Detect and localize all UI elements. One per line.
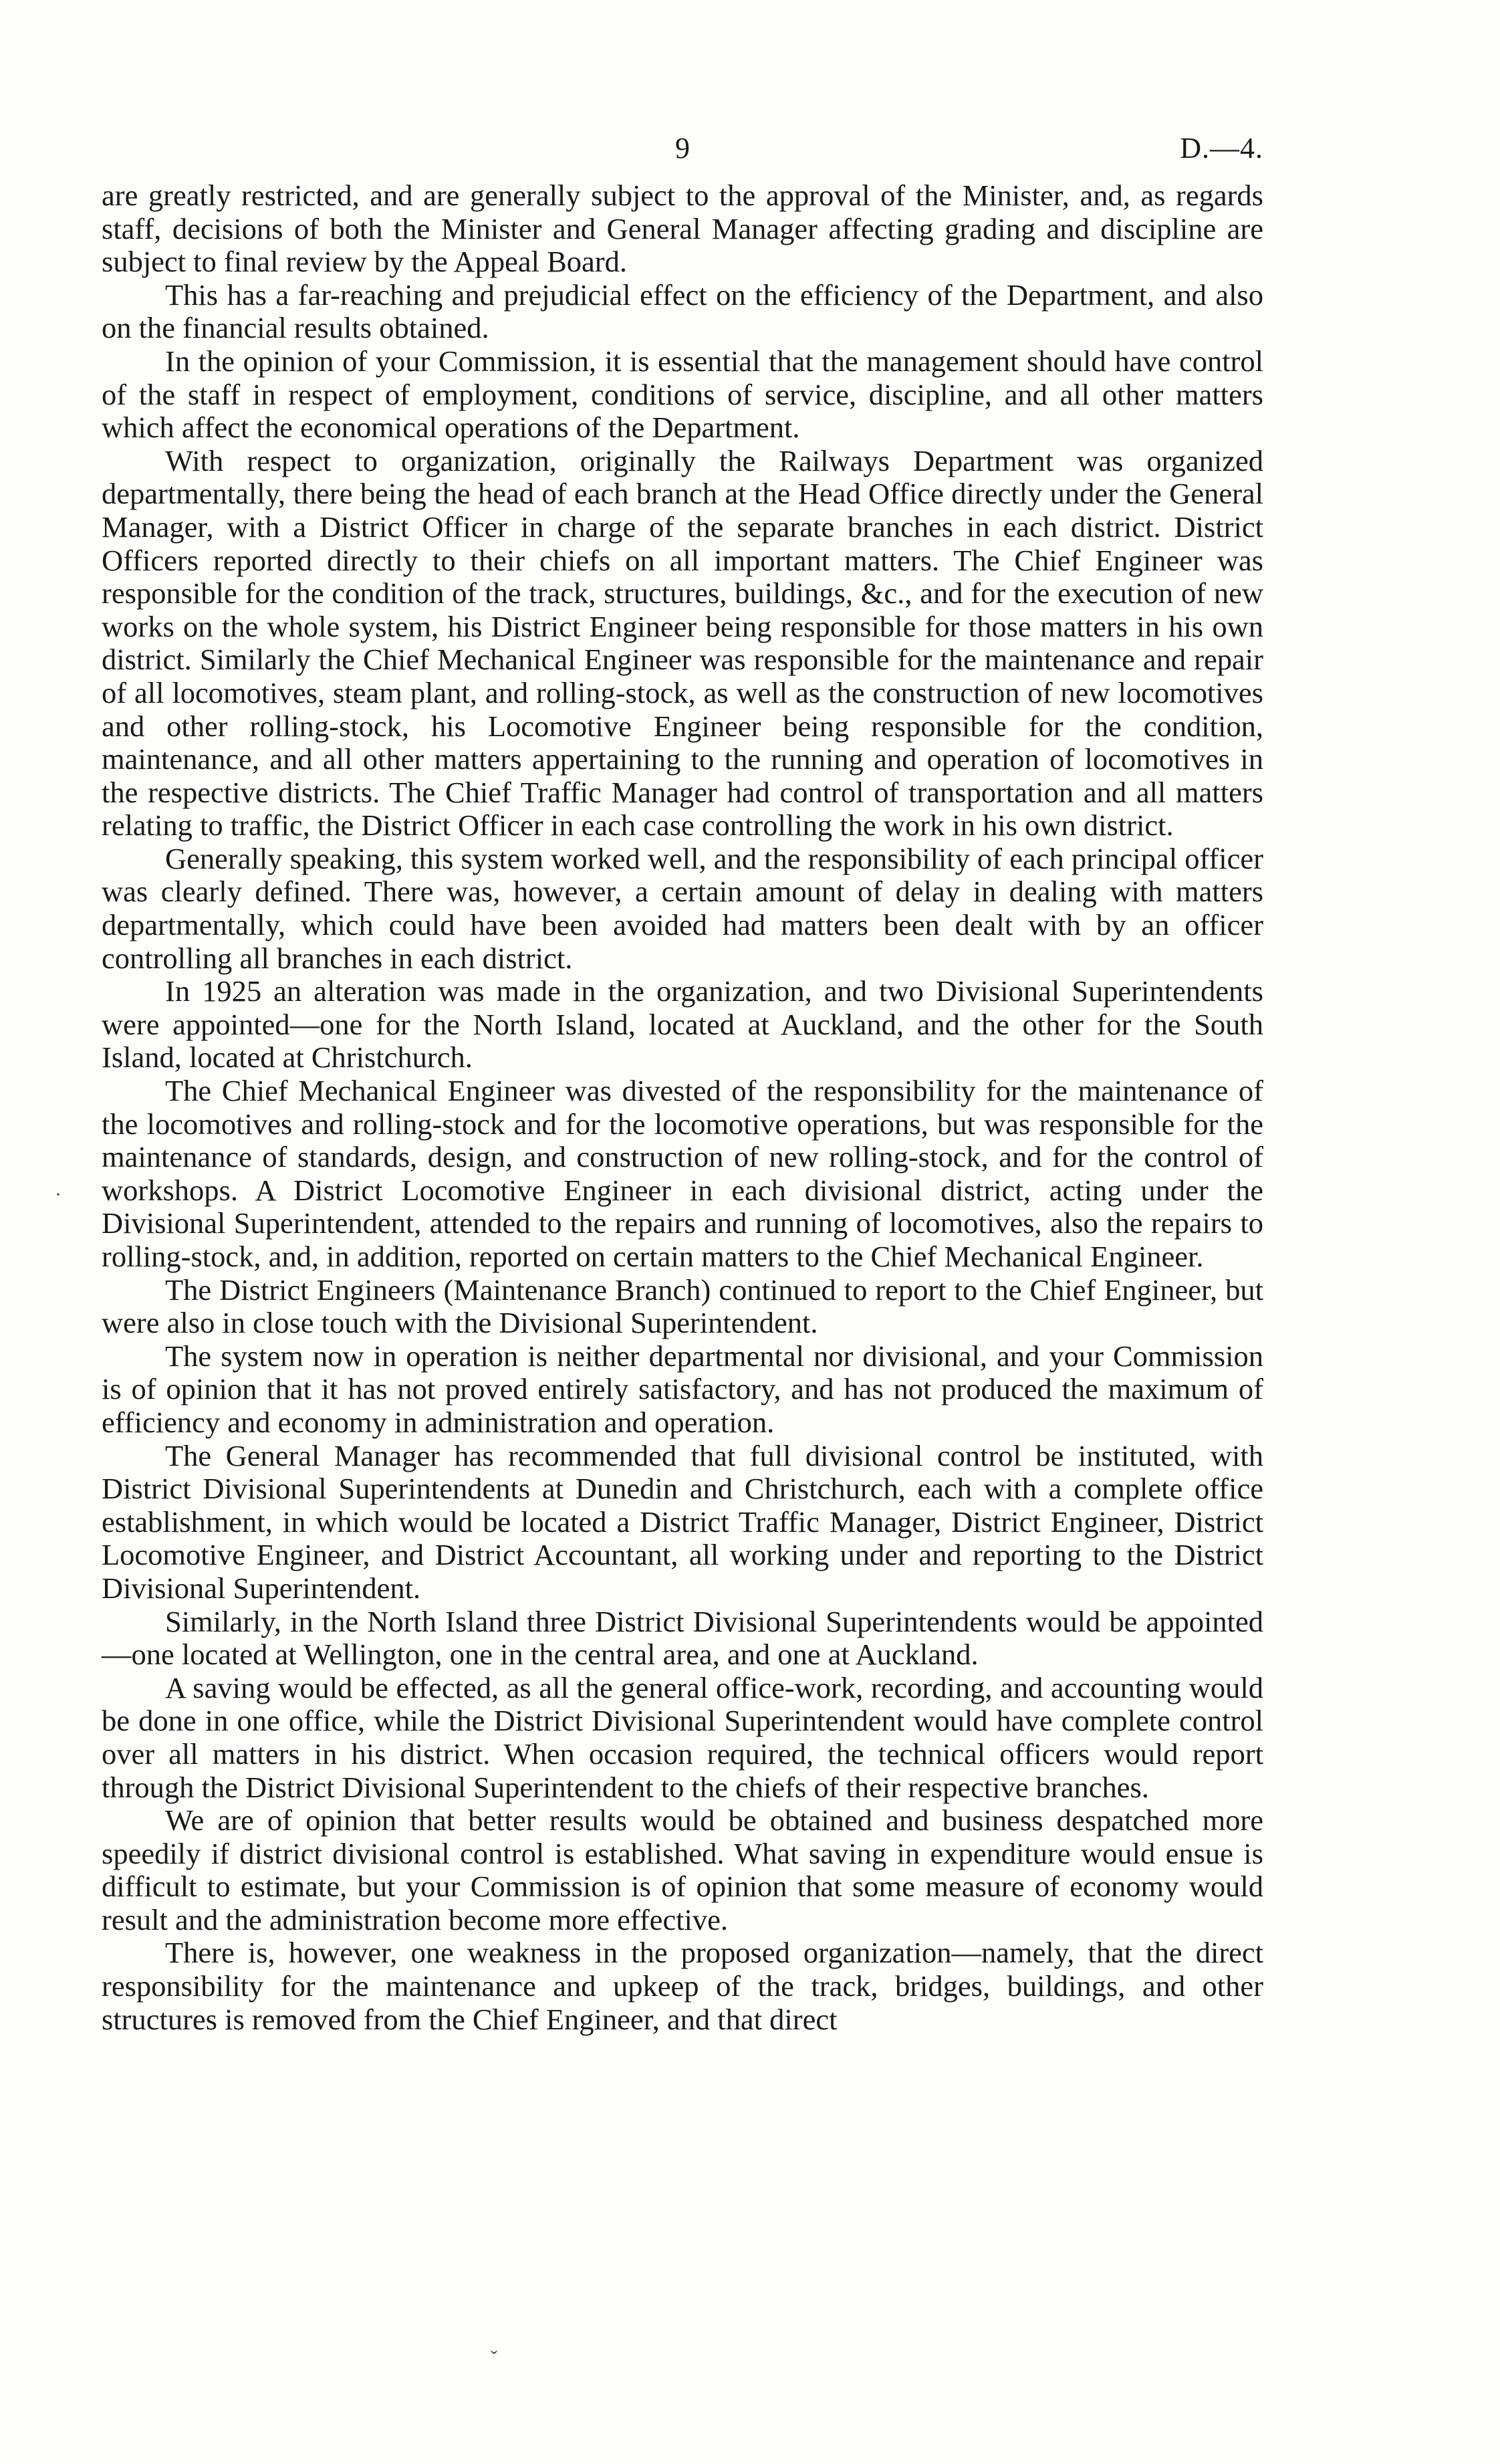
- margin-speck: ·: [55, 1184, 61, 1206]
- paragraph-7: The Chief Mechanical Engineer was divested of the responsibility for the maintenance of the locomotives and rolling-stock and for the locomotive operations, but was responsible for the maintenance of standards, design, and construction of new rolling-stock, and for the control of workshops. A District Locomotive Engineer in each divisional district, acting under the Divisional Superintendent, attended to the repairs and running of locomotives, also the repairs to rolling-stock, and, in addition, reported on certain matters to the Chief Mechanical Engineer.: [102, 1074, 1263, 1273]
- paragraph-3: In the opinion of your Commission, it is essential that the management should have control of the staff in respect of employment, conditions of service, discipline, and all other matters which affect the economical operations of the Department.: [102, 344, 1263, 445]
- paragraph-9: The system now in operation is neither departmental nor divisional, and your Commission is of opinion that it has not proved entirely satisfactory, and has not produced the maximum of efficiency and economy in administration and operation.: [102, 1339, 1263, 1439]
- document-reference: D.—4.: [1180, 132, 1263, 164]
- paragraph-14: There is, however, one weakness in the proposed organization—namely, that the direct responsibility for the maintenance and upkeep of the track, bridges, buildings, and other structures is removed from the Chief Engineer, and that direct: [102, 1936, 1263, 2036]
- paragraph-1: are greatly restricted, and are generally subject to the approval of the Minister, and, as regards staff, decisions of both the Minister and General Manager affecting grading and discipline are subject to final review by the Appeal Board.: [102, 179, 1263, 279]
- paragraph-6: In 1925 an alteration was made in the organization, and two Divisional Superintendents were appointed—one for the North Island, located at Auckland, and the other for the South Island, located at Christchurch.: [102, 974, 1263, 1075]
- page-number: 9: [675, 132, 690, 164]
- footer-speck: ˇ: [491, 2347, 497, 2369]
- paragraph-13: We are of opinion that better results would be obtained and business despatched more speedily if district divisional control is established. What saving in expenditure would ensue is difficult to estimate, but your Commission is of opinion that some measure of economy would result and the administration become more effective.: [102, 1803, 1263, 1936]
- paragraph-10: The General Manager has recommended that full divisional control be instituted, with District Divisional Superintendents at Dunedin and Christchurch, each with a complete office establishment, in which would be located a District Traffic Manager, District Engineer, District Locomotive Engineer, and District Accountant, all working under and reporting to the District Divisional Superintendent.: [102, 1438, 1263, 1605]
- page-header: [102, 131, 1263, 171]
- paragraph-2: This has a far-reaching and prejudicial effect on the efficiency of the Department, and also on the financial results obtained.: [102, 277, 1263, 345]
- paragraph-8: The District Engineers (Maintenance Branch) continued to report to the Chief Engineer, but were also in close touch with the Divisional Superintendent.: [102, 1272, 1263, 1340]
- paragraph-5: Generally speaking, this system worked well, and the responsibility of each principal officer was clearly defined. There was, however, a certain amount of delay in dealing with matters departmentally, which could have been avoided had matters been dealt with by an officer controlling all branches in each district.: [102, 841, 1263, 975]
- paragraph-4: With respect to organization, originally the Railways Department was organized departmentally, there being the head of each branch at the Head Office directly under the General Manager, with a District Officer in charge of the separate branches in each district. District Officers reported directly to their chiefs on all important matters. The Chief Engineer was responsible for the condition of the track, structures, buildings, &c., and for the execution of new works on the whole system, his District Engineer being responsible for those matters in his own district. Similarly the Chief Mechanical Engineer was responsible for the maintenance and repair of all locomotives, steam plant, and rolling-stock, as well as the construction of new locomotives and other rolling-stock, his Locomotive Engineer being responsible for the condition, maintenance, and all other matters appertaining to the running and operation of locomotives in the respective districts. The Chief Traffic Manager had control of transportation and all matters relating to traffic, the District Officer in each case controlling the work in his own district.: [102, 443, 1263, 843]
- paragraph-11: Similarly, in the North Island three District Divisional Superintendents would be appointed—one located at Wellington, one in the central area, and one at Auckland.: [102, 1604, 1263, 1672]
- paragraph-12: A saving would be effected, as all the general office-work, recording, and accounting would be done in one office, while the District Divisional Superintendent would have complete control over all matters in his district. When occasion required, the technical officers would report through the District Divisional Superintendent to the chiefs of their respective branches.: [102, 1670, 1263, 1804]
- body-text: [102, 179, 1263, 2036]
